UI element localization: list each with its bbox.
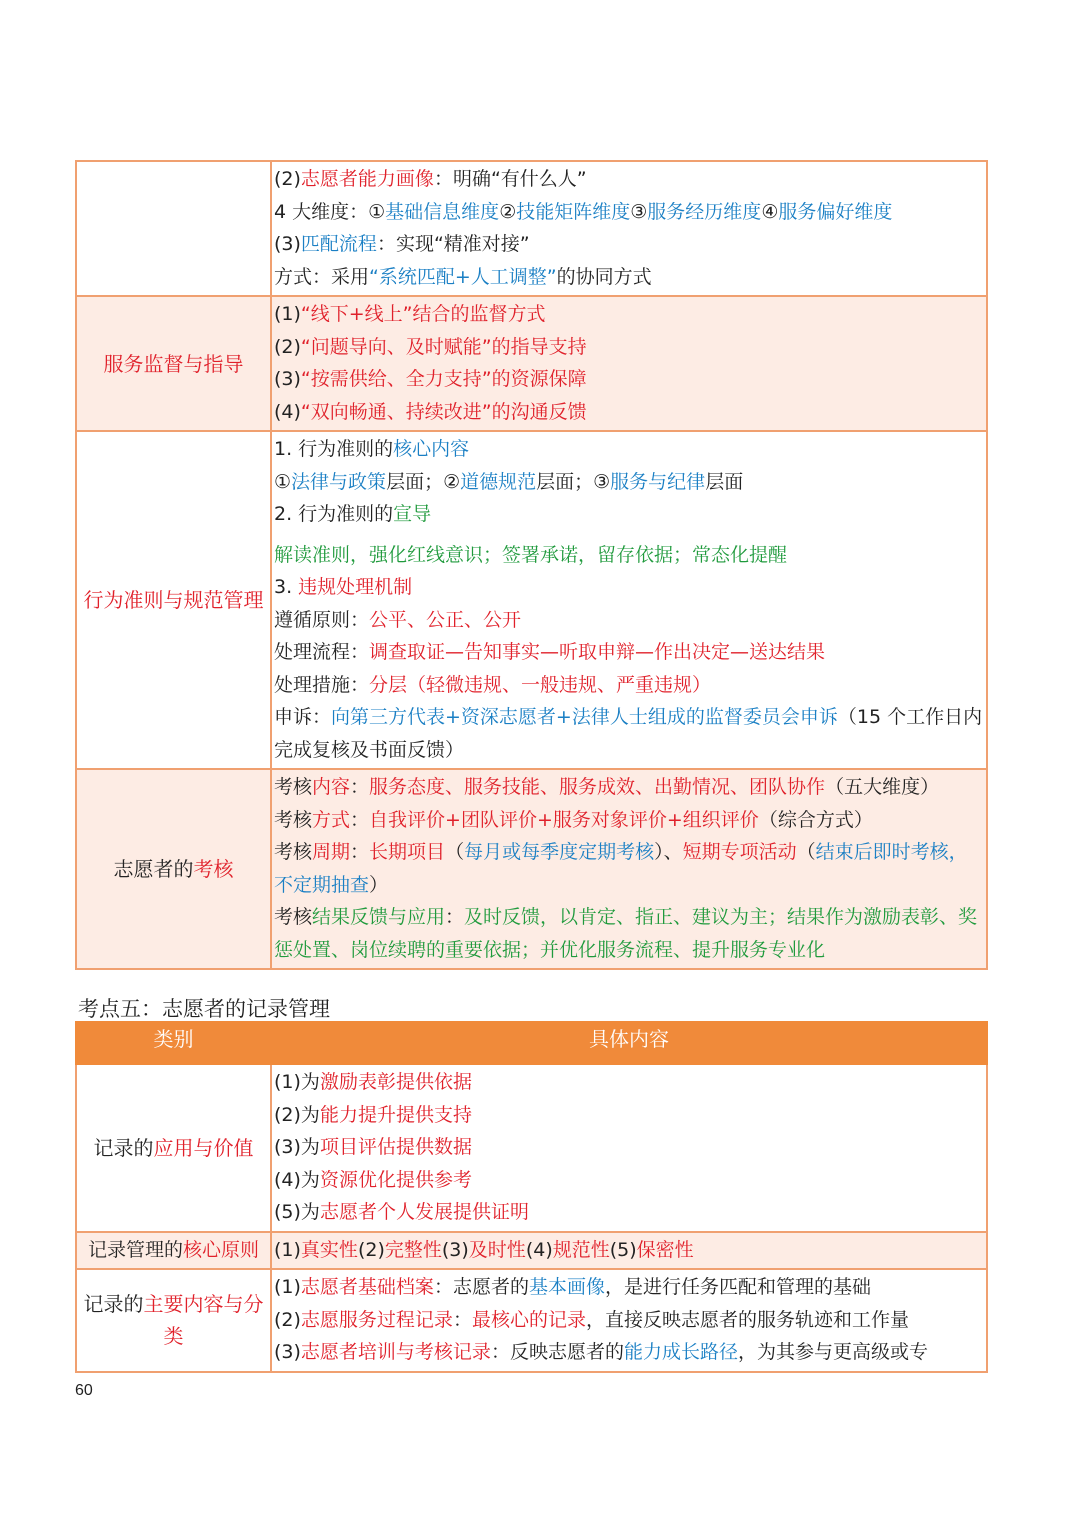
text-segment: 4 大维度：①: [274, 200, 386, 223]
category-label: 行为准则与规范管理: [83, 588, 264, 612]
text-segment: （综合方式）: [758, 808, 873, 831]
text-segment: (4): [274, 400, 301, 423]
text-segment: 服务态度、服务技能、服务成效、出勤情况、团队协作: [369, 776, 826, 798]
text-segment: 违规处理机制: [298, 576, 413, 598]
category-cell: [76, 1232, 271, 1270]
category-label-plain: 记录管理的: [87, 1239, 183, 1262]
text-segment: ，是进行任务匹配和管理的基础: [604, 1276, 871, 1298]
text-segment: 为: [300, 1168, 320, 1191]
text-segment: 匹配流程: [300, 233, 377, 255]
text-segment: 向第三方代表+资深志愿者+法律人士组成的监督委员会申诉: [331, 706, 838, 728]
text-segment: 3.: [274, 576, 299, 598]
text-segment: 层面；③: [536, 470, 611, 493]
content-line: [274, 1271, 986, 1304]
content-line: [274, 804, 986, 837]
text-segment: 调查取证—告知事实—听取申辩—作出决定—送达结果: [369, 641, 826, 663]
text-segment: （: [796, 841, 816, 863]
content-cell: [271, 1064, 987, 1232]
text-segment: 短期专项活动: [682, 841, 797, 863]
content-cell: [271, 296, 987, 431]
text-segment: (4): [525, 1238, 553, 1261]
text-segment: （: [445, 841, 465, 863]
text-segment: (3): [441, 1238, 469, 1261]
text-segment: 申诉：: [274, 706, 332, 728]
text-segment: ：实现“精准对接”: [376, 233, 530, 255]
text-segment: (1): [274, 303, 301, 325]
text-segment: ：: [452, 1308, 472, 1331]
content-line: [274, 1234, 986, 1267]
category-label-highlight: 核心原则: [183, 1239, 260, 1262]
text-segment: 及时反馈，以肯定、指正、建议为主；结果作为激励表彰、奖惩处置、岗位续聘的重要依据；并优化服务流程、提升服务专业化: [274, 906, 978, 961]
text-segment: 为: [300, 1103, 320, 1126]
text-segment: 的资源保障: [491, 368, 587, 390]
text-segment: 激励表彰提供依据: [319, 1071, 472, 1093]
content-line: [274, 604, 986, 637]
text-segment: 志愿者个人发展提供证明: [319, 1201, 529, 1223]
text-segment: 公平、公正、公开: [369, 608, 522, 631]
text-segment: 能力提升提供支持: [319, 1103, 472, 1126]
text-segment: 服务与纪律: [610, 470, 706, 493]
text-segment: 志愿服务过程记录: [300, 1308, 453, 1331]
text-segment: 遵循原则：: [274, 608, 370, 631]
text-segment: “系统匹配+人工调整”: [369, 265, 557, 288]
content-line: [274, 228, 986, 261]
category-cell: [76, 296, 271, 431]
content-line: [274, 261, 986, 294]
text-segment: 核心内容: [393, 438, 470, 460]
text-segment: “问题导向、及时赋能”: [300, 335, 492, 358]
content-cell: [271, 431, 987, 769]
content-line: [274, 701, 986, 766]
content-line: [274, 1066, 986, 1099]
text-segment: 为: [300, 1071, 320, 1093]
text-segment: 2. 行为准则的: [274, 503, 394, 525]
content-line: [274, 466, 986, 499]
text-segment: ③: [630, 200, 648, 223]
text-segment: 志愿者能力画像: [300, 168, 434, 190]
content-line: [274, 298, 986, 331]
content-line: [274, 1304, 986, 1337]
column-header-category: 类别: [76, 1022, 271, 1064]
content-line: [274, 1099, 986, 1132]
text-segment: 为: [300, 1201, 320, 1223]
text-segment: “双向畅通、持续改进”: [300, 400, 492, 423]
text-segment: 及时性: [468, 1238, 526, 1261]
text-segment: (2): [274, 168, 301, 190]
text-segment: (3): [274, 1136, 301, 1158]
category-cell-empty: [76, 161, 271, 296]
content-line: [274, 836, 986, 901]
text-segment: 方式: [312, 808, 351, 831]
category-label-highlight: 应用与价值: [153, 1135, 254, 1160]
text-segment: 最核心的记录: [471, 1308, 586, 1331]
text-segment: ①: [274, 470, 292, 493]
content-cell: [271, 769, 987, 969]
text-segment: ）: [369, 873, 389, 896]
category-label-plain: 志愿者的: [113, 857, 194, 881]
category-cell: [76, 431, 271, 769]
text-segment: ，直接反映志愿者的服务轨迹和工作量: [585, 1308, 909, 1331]
content-cell: [271, 1232, 987, 1270]
text-segment: 解读准则，强化红线意识；签署承诺，留存依据；常态化提醒: [274, 543, 788, 566]
text-segment: 服务经历维度: [647, 200, 762, 223]
text-segment: 每月或每季度定期考核: [464, 841, 655, 863]
page-number: 60: [75, 1382, 93, 1399]
text-segment: (2): [357, 1238, 385, 1261]
category-cell: [76, 769, 271, 969]
text-segment: 的协同方式: [556, 265, 652, 288]
content-line: [274, 498, 986, 531]
text-segment: (3): [274, 1341, 301, 1363]
text-segment: ：: [350, 776, 370, 798]
text-segment: 法律与政策: [291, 470, 387, 493]
text-segment: 基本画像: [528, 1276, 605, 1298]
text-segment: 道德规范: [460, 470, 537, 493]
duty-table: [75, 160, 988, 970]
text-segment: 基础信息维度: [385, 200, 500, 223]
text-segment: 处理流程：: [274, 641, 370, 663]
content-line: [274, 363, 986, 396]
category-label-plain: 记录的: [93, 1135, 154, 1160]
text-segment: 保密性: [636, 1238, 694, 1261]
category-label-plain: 记录的: [83, 1292, 144, 1317]
text-segment: (2): [274, 1103, 301, 1126]
text-segment: ：: [445, 906, 465, 928]
text-segment: 结果反馈与应用: [312, 906, 446, 928]
text-segment: ，为其参与更高级或专: [737, 1341, 928, 1363]
text-segment: 长期项目: [369, 841, 446, 863]
text-segment: ：反映志愿者的: [490, 1341, 624, 1363]
content-cell: [271, 1269, 987, 1372]
text-segment: (5): [274, 1201, 301, 1223]
text-segment: （五大维度）: [825, 776, 940, 798]
text-segment: ④: [761, 200, 779, 223]
text-segment: 1. 行为准则的: [274, 438, 394, 460]
text-segment: (1): [274, 1238, 301, 1261]
text-segment: 志愿者培训与考核记录: [300, 1341, 491, 1363]
content-line: [274, 396, 986, 429]
category-label-highlight: 主要内容与分类: [143, 1292, 264, 1349]
text-segment: (5): [609, 1238, 637, 1261]
content-line: [274, 433, 986, 466]
text-segment: 的沟通反馈: [491, 400, 587, 423]
text-segment: 能力成长路径: [623, 1341, 738, 1363]
text-segment: 的指导支持: [491, 335, 587, 358]
section-heading: 考点五：志愿者的记录管理: [78, 997, 330, 1021]
text-segment: 周期: [312, 841, 351, 863]
content-line: [274, 539, 986, 572]
text-segment: 考核: [274, 776, 313, 798]
content-line: [274, 901, 986, 966]
text-segment: 考核: [274, 808, 313, 831]
content-line: [274, 636, 986, 669]
category-label-highlight: 考核: [193, 857, 234, 881]
text-segment: (4): [274, 1168, 301, 1191]
category-cell: [76, 1269, 271, 1372]
column-header-content: 具体内容: [271, 1022, 987, 1064]
text-segment: 服务偏好维度: [778, 200, 893, 223]
text-segment: 真实性: [300, 1238, 358, 1261]
text-segment: ：志愿者的: [433, 1276, 529, 1298]
content-line: [274, 571, 986, 604]
category-cell: [76, 1064, 271, 1232]
text-segment: ：明确“有什么人”: [433, 168, 587, 190]
text-segment: 方式：采用: [274, 265, 370, 288]
content-line: [274, 163, 986, 196]
text-segment: (1): [274, 1071, 301, 1093]
category-label: 服务监督与指导: [103, 351, 244, 376]
text-segment: 考核: [274, 841, 313, 863]
content-line: [274, 669, 986, 702]
content-cell: [271, 161, 987, 296]
content-line: [274, 771, 986, 804]
text-segment: (3): [274, 233, 301, 255]
text-segment: 项目评估提供数据: [319, 1136, 472, 1158]
text-segment: 处理措施：: [274, 673, 370, 696]
content-line: [274, 196, 986, 229]
text-segment: (3): [274, 368, 301, 390]
text-segment: 内容: [312, 776, 351, 798]
text-segment: （15 个工作日内完成复核及书面反馈）: [274, 706, 983, 761]
text-segment: 规范性: [552, 1238, 610, 1261]
content-line: [274, 1196, 986, 1229]
text-segment: ：: [350, 841, 370, 863]
text-segment: (2): [274, 1308, 301, 1331]
text-segment: 层面；②: [386, 470, 461, 493]
content-line: [274, 331, 986, 364]
text-segment: 志愿者基础档案: [300, 1276, 434, 1298]
text-segment: 分层（轻微违规、一般违规、严重违规）: [369, 673, 712, 696]
text-segment: ）、: [654, 841, 683, 863]
text-segment: (2): [274, 335, 301, 358]
record-management-table: [75, 1021, 988, 1373]
text-segment: 为: [300, 1136, 320, 1158]
text-segment: “线下+线上”: [300, 303, 413, 325]
text-segment: 层面: [705, 470, 744, 493]
text-segment: 资源优化提供参考: [319, 1168, 472, 1191]
content-line: [274, 1336, 986, 1369]
text-segment: ：: [350, 808, 370, 831]
text-segment: 完整性: [384, 1238, 442, 1261]
text-segment: (1): [274, 1276, 301, 1298]
text-segment: “按需供给、全力支持”: [300, 368, 492, 390]
content-line: [274, 1131, 986, 1164]
text-segment: 结合的监督方式: [412, 303, 546, 325]
text-segment: 技能矩阵维度: [516, 200, 631, 223]
text-segment: 宣导: [393, 503, 432, 525]
content-line: [274, 1164, 986, 1197]
text-segment: 自我评价+团队评价+服务对象评价+组织评价: [369, 808, 759, 831]
text-segment: ②: [499, 200, 517, 223]
text-segment: 考核: [274, 906, 313, 928]
text-segment: 结束后即时考核，不定期抽查: [274, 841, 968, 896]
